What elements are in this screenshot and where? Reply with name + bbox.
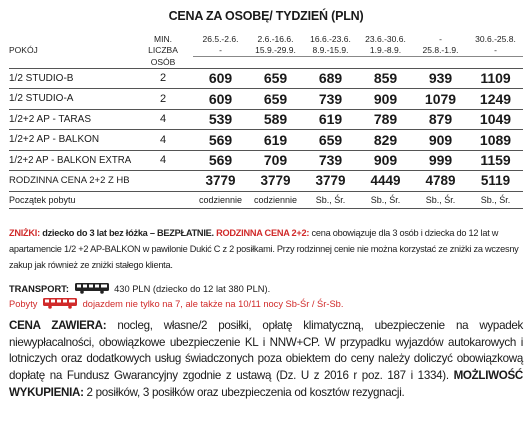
price-cell: 999	[413, 150, 468, 171]
price-cell: 3779	[248, 171, 303, 192]
period-bottom: 15.9.-29.9.	[248, 45, 303, 57]
cena-label: CENA ZAWIERA:	[9, 319, 107, 332]
room-label: POKÓJ	[9, 45, 38, 56]
period-top: 26.5.-2.6.	[202, 34, 239, 44]
price-cell: 689	[303, 68, 358, 89]
min-persons: 2	[133, 89, 193, 110]
transport-detail: (dziecko do 12 lat 380 PLN).	[152, 284, 271, 294]
table-row	[9, 130, 523, 151]
period-bottom: 8.9.-15.9.	[303, 45, 358, 57]
table-row	[9, 89, 523, 110]
price-cell: 589	[248, 109, 303, 130]
price-includes	[9, 318, 523, 402]
price-cell: 619	[303, 109, 358, 130]
price-cell: 619	[248, 130, 303, 151]
header-row-3	[9, 57, 523, 69]
transport-line	[9, 281, 270, 297]
price-cell: 659	[248, 68, 303, 89]
price-cell: 939	[413, 68, 468, 89]
min-label-3: OSÓB	[150, 56, 176, 67]
pobyty-text: dojazdem nie tylko na 7, ale także na 10/11 nocy Sb-Śr / Śr-Sb.	[82, 299, 344, 309]
price-cell: 829	[358, 130, 413, 151]
room-name: 1/2+2 AP - TARAS	[9, 109, 133, 130]
price-cell: 4789	[413, 171, 468, 192]
price-cell: 739	[303, 89, 358, 110]
price-cell: 3779	[193, 171, 248, 192]
header-row-2	[9, 45, 523, 57]
start-value: codziennie	[193, 191, 248, 208]
price-cell: 739	[303, 150, 358, 171]
price-cell: 659	[303, 130, 358, 151]
pobyty-label: Pobyty	[9, 299, 38, 309]
min-persons: 4	[133, 130, 193, 151]
period-top: 30.6.-25.8.	[475, 34, 516, 44]
start-value: Sb., Śr.	[413, 191, 468, 208]
table-row	[9, 171, 523, 192]
start-value: Sb., Śr.	[303, 191, 358, 208]
transport-label: TRANSPORT:	[9, 284, 69, 294]
table-row	[9, 68, 523, 89]
room-name: RODZINNA CENA 2+2 Z HB	[9, 171, 133, 192]
period-top: 23.6.-30.6.	[365, 34, 406, 44]
min-persons	[133, 171, 193, 192]
price-cell: 709	[248, 150, 303, 171]
room-name: 1/2+2 AP - BALKON	[9, 130, 133, 151]
discounts-note	[9, 225, 523, 273]
price-cell: 789	[358, 109, 413, 130]
price-cell: 609	[193, 68, 248, 89]
start-value: codziennie	[248, 191, 303, 208]
price-cell: 569	[193, 150, 248, 171]
price-cell: 909	[358, 89, 413, 110]
min-persons: 2	[133, 68, 193, 89]
header-row-1	[9, 34, 523, 45]
price-cell: 1049	[468, 109, 523, 130]
price-cell: 609	[193, 89, 248, 110]
price-cell: 569	[193, 130, 248, 151]
page-title: CENA ZA OSOBĘ/ TYDZIEŃ (PLN)	[168, 9, 364, 23]
period-bottom: -	[468, 45, 523, 57]
period-bottom: 25.8.-1.9.	[413, 45, 468, 57]
price-cell: 1249	[468, 89, 523, 110]
min-label-1: MIN.	[154, 34, 172, 44]
price-cell: 659	[248, 89, 303, 110]
price-cell: 1109	[468, 68, 523, 89]
price-cell: 909	[413, 130, 468, 151]
start-value: Sb., Śr.	[358, 191, 413, 208]
price-cell: 859	[358, 68, 413, 89]
bus-icon	[42, 297, 78, 309]
stays-line	[9, 297, 343, 311]
price-cell: 4449	[358, 171, 413, 192]
price-table	[9, 34, 523, 209]
table-row	[9, 150, 523, 171]
price-cell: 1159	[468, 150, 523, 171]
table-row	[9, 109, 523, 130]
mozliwosc-text: 2 posiłków, 3 posiłków oraz ubezpieczenia od kosztów rezygnacji.	[83, 385, 405, 399]
price-cell: 909	[358, 150, 413, 171]
period-bottom: 1.9.-8.9.	[358, 45, 413, 57]
rodzinna-text: cena obowiązuje dla 3 osób i dziecka do 12 lat w apartamencie 1/2 +2 AP-BALKON w pawilonie Dukić C z 2 posiłkami. Przy rodzinnej cenie nie można korzystać ze zniżki za wczesny zakup jak również ze zniżki stałego klienta.	[9, 228, 519, 270]
room-name: 1/2+2 AP - BALKON EXTRA	[9, 150, 133, 171]
price-cell: 1079	[413, 89, 468, 110]
transport-price: 430 PLN	[114, 284, 151, 294]
start-row	[9, 191, 523, 208]
room-name: 1/2 STUDIO-A	[9, 89, 133, 110]
rodzinna-label: RODZINNA CENA 2+2:	[213, 228, 310, 238]
min-persons: 4	[133, 150, 193, 171]
room-name: 1/2 STUDIO-B	[9, 68, 133, 89]
price-cell: 1089	[468, 130, 523, 151]
start-label: Początek pobytu	[9, 191, 133, 208]
period-top: -	[439, 34, 442, 44]
min-label-2: LICZBA	[148, 45, 178, 56]
price-cell: 3779	[303, 171, 358, 192]
price-cell: 879	[413, 109, 468, 130]
period-top: 2.6.-16.6.	[257, 34, 294, 44]
price-cell: 539	[193, 109, 248, 130]
price-cell: 5119	[468, 171, 523, 192]
period-bottom: -	[193, 45, 248, 57]
cena-text: nocleg, własne/2 posiłki, opłatę klimatyczną, ubezpieczenie na wypadek niewypłacalności, obowiązkowe ubezpieczenie KL i NNW+CP. W przypadku wyjazdów autokarowych i lotniczych oraz dodatkowych usług świadczonych poza obiektem do ceny należy doliczyć obowiązkową dopłatę na Fundusz Gwarancyjny zgodnie z ustawą (Dz. U z 2016 r poz. 187 i 1334).	[9, 319, 524, 383]
start-value: Sb., Śr.	[468, 191, 523, 208]
mozliwosc-label: MOŻLIWOŚĆ WYKUPIENIA:	[9, 369, 523, 399]
min-persons: 4	[133, 109, 193, 130]
bus-icon	[74, 282, 110, 294]
period-top: 16.6.-23.6.	[310, 34, 351, 44]
znizki-text: dziecko do 3 lat bez łóżka – BEZPŁATNIE.	[39, 228, 214, 238]
znizki-label: ZNIŻKI:	[9, 228, 40, 238]
